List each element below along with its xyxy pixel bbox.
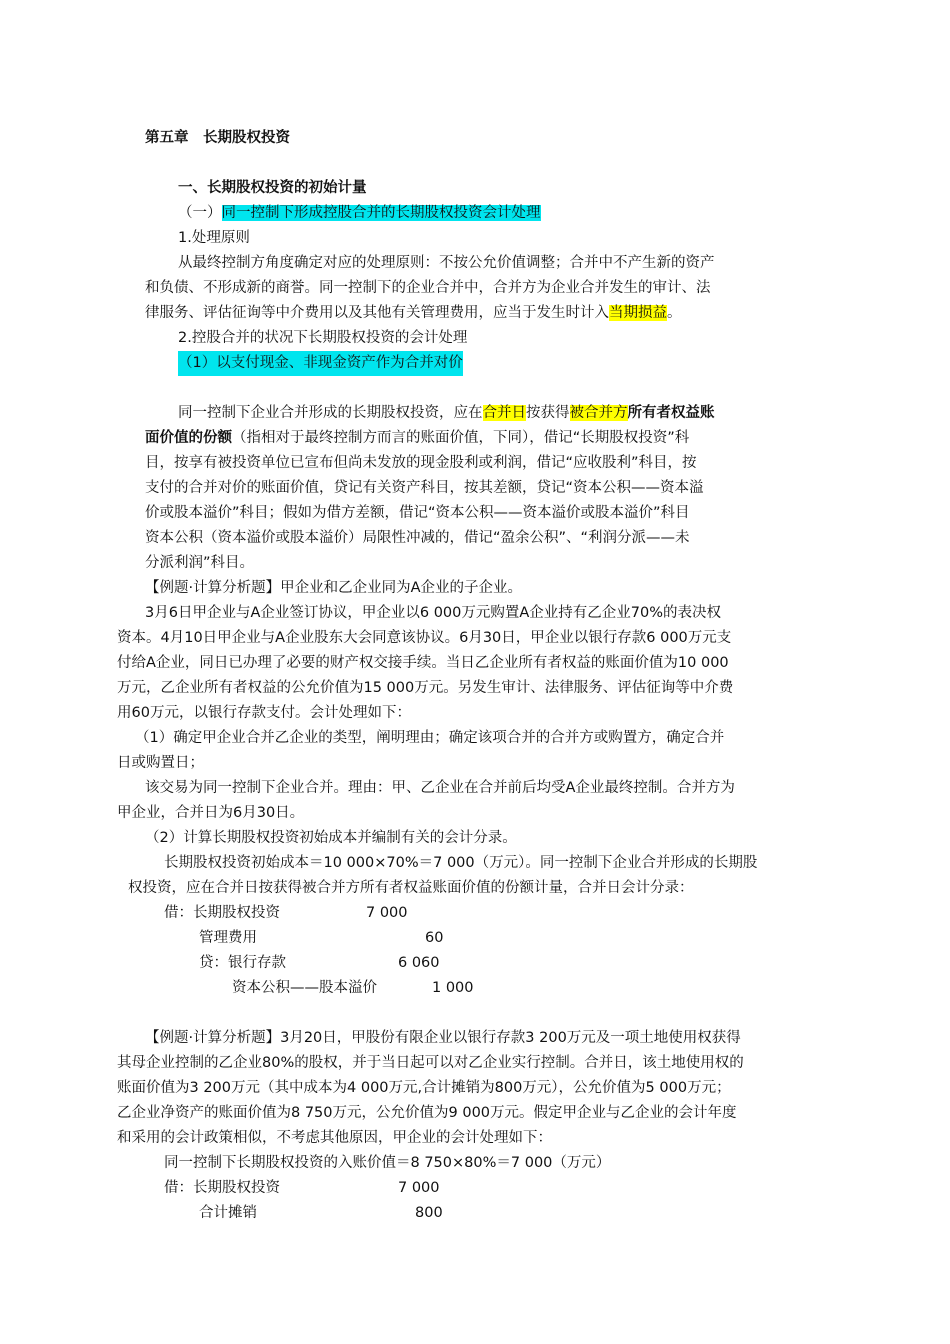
principle-text: 律服务、评估征询等中介费用以及其他有关管理费用，应当于发生时计入: [145, 305, 609, 321]
example2-line: 账面价值为3 200万元（其中成本为4 000万元,合计摊销为800万元），公允价值为5 000万元；: [117, 1080, 731, 1096]
answer-1-line: 该交易为同一控制下企业合并。理由：甲、乙企业在合并前后均受A企业最终控制。合并方为: [145, 780, 735, 796]
example1-title: 【例题·计算分析题】甲企业和乙企业同为A企业的子企业。: [145, 580, 523, 596]
highlight-merger-date: 合并日: [482, 405, 526, 421]
example2-line: 和采用的会计政策相似，不考虑其他原因，甲企业的会计处理如下：: [117, 1130, 552, 1146]
journal-entry-label: 借：长期股权投资: [164, 1180, 280, 1196]
example1-line: 付给A企业，同日已办理了必要的财产权交接手续。当日乙企业所有者权益的账面价值为10 000: [117, 655, 729, 671]
subsection-title-highlight: 同一控制下形成控股合并的长期股权投资会计处理: [221, 205, 541, 221]
journal-entry-amount: 7 000: [366, 905, 408, 921]
merger-paragraph-line: 支付的合并对价的账面价值，贷记有关资产科目，按其差额，贷记“资本公积——资本溢: [145, 480, 704, 496]
example1-line: 资本。4月10日甲企业与A企业股东大会同意该协议。6月30日，甲企业以银行存款6 000万元支: [117, 630, 732, 646]
subsection-heading: [178, 201, 541, 226]
cash-consideration-heading: （1）以支付现金、非现金资产作为合并对价: [178, 351, 463, 376]
journal-entry-label: 贷：银行存款: [199, 955, 286, 971]
principle-text-line: [145, 301, 682, 326]
question-2: （2）计算长期股权投资初始成本并编制有关的会计分录。: [145, 830, 517, 846]
principle-text-line: 从最终控制方角度确定对应的处理原则：不按公允价值调整；合并中不产生新的资产: [178, 255, 715, 271]
text: 同一控制下企业合并形成的长期股权投资，应在: [178, 405, 483, 421]
text: （指相对于最终控制方而言的账面价值，下同），借记“长期股权投资”科: [232, 430, 690, 446]
journal-entry-label: 合计摊销: [199, 1205, 257, 1221]
control-merger-heading: 2.控股合并的状况下长期股权投资的会计处理: [178, 330, 468, 346]
journal-entry-amount: 6 060: [398, 955, 440, 971]
journal-entry-amount: 1 000: [432, 980, 474, 996]
answer-2-line: 权投资，应在合并日按获得被合并方所有者权益账面价值的份额计量，合并日会计分录：: [128, 880, 694, 896]
example2-line: 其母企业控制的乙企业80%的股权，并于当日起可以对乙企业实行控制。合并日，该土地使用权的: [117, 1055, 744, 1071]
merger-paragraph-line: 资本公积（资本溢价或股本溢价）局限性冲减的，借记“盈余公积”、“利润分派——未: [145, 530, 690, 546]
answer-2-line: 长期股权投资初始成本＝10 000×70%＝7 000（万元）。同一控制下企业合并形成的长期股: [164, 855, 758, 871]
text: 按获得: [526, 405, 570, 421]
journal-entry-amount: 800: [415, 1205, 443, 1221]
chapter-title: 第五章 长期股权投资: [145, 130, 290, 146]
bold-text: 所有者权益账: [627, 405, 715, 421]
merger-paragraph-line: 目，按享有被投资单位已宣布但尚未发放的现金股利或利润，借记“应收股利”科目，按: [145, 455, 697, 471]
principle-heading: 1.处理原则: [178, 230, 250, 246]
highlight-merged-party: 被合并方: [569, 405, 628, 421]
period: 。: [667, 305, 682, 321]
journal-entry-label: 资本公积——股本溢价: [232, 980, 377, 996]
example1-line: 3月6日甲企业与A企业签订协议，甲企业以6 000万元购置A企业持有乙企业70%的表决权: [145, 605, 722, 621]
journal-entry-label: 借：长期股权投资: [164, 905, 280, 921]
answer-1-line: 甲企业，合并日为6月30日。: [117, 805, 305, 821]
merger-paragraph-line: 价或股本溢价”科目；假如为借方差额，借记“资本公积——资本溢价或股本溢价”科目: [145, 505, 690, 521]
principle-text-line: 和负债、不形成新的商誉。同一控制下的企业合并中，合并方为企业合并发生的审计、法: [145, 280, 711, 296]
example2-line: 【例题·计算分析题】3月20日，甲股份有限企业以银行存款3 200万元及一项土地使用权获得: [145, 1030, 741, 1046]
subsection-prefix: （一）: [178, 205, 222, 221]
example2-line: 乙企业净资产的账面价值为8 750万元，公允价值为9 000万元。假定甲企业与乙企业的会计年度: [117, 1105, 737, 1121]
question-1-line: （1）确定甲企业合并乙企业的类型，阐明理由；确定该项合并的合并方或购置方，确定合并: [135, 730, 725, 746]
journal-entry-amount: 60: [425, 930, 444, 946]
highlight-current-profit-loss: 当期损益: [609, 305, 667, 321]
merger-paragraph-line: [145, 426, 689, 451]
question-1-line: 日或购置日；: [117, 755, 204, 771]
journal-entry-label: 管理费用: [199, 930, 257, 946]
example2-line: 同一控制下长期股权投资的入账价值＝8 750×80%＝7 000（万元）: [164, 1155, 611, 1171]
example1-line: 用60万元，以银行存款支付。会计处理如下：: [117, 705, 411, 721]
journal-entry-amount: 7 000: [398, 1180, 440, 1196]
example1-line: 万元，乙企业所有者权益的公允价值为15 000万元。另发生审计、法律服务、评估征询等中介费: [117, 680, 734, 696]
merger-paragraph-line: [178, 401, 715, 426]
bold-text: 面价值的份额: [145, 430, 232, 446]
merger-paragraph-line: 分派利润”科目。: [145, 555, 255, 571]
section-title: 一、长期股权投资的初始计量: [178, 180, 367, 196]
